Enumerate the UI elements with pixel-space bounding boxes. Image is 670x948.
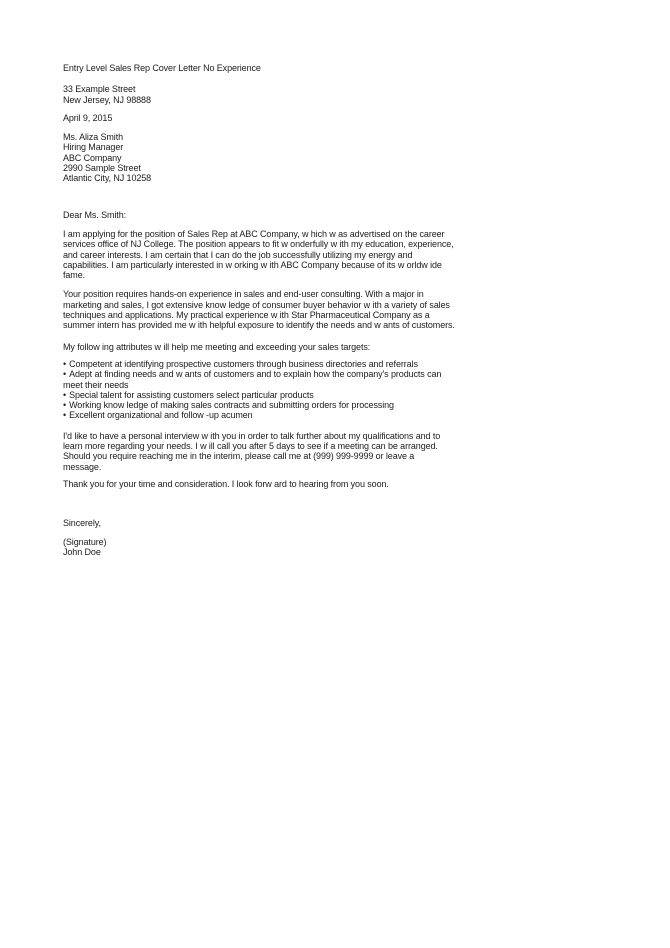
recipient-title: Hiring Manager	[63, 142, 124, 153]
recipient-name: Ms. Aliza Smith	[63, 132, 124, 143]
letter-date: April 9, 2015	[63, 112, 113, 123]
paragraph-thanks	[63, 479, 610, 489]
bullet-text: Special talent for assisting customers select particular products	[69, 389, 314, 400]
bullet-text: Adept at finding needs and w ants of customers and to explain how the company's products can	[69, 369, 442, 380]
bullet-icon: •	[63, 389, 67, 400]
paragraph-line: marketing and sales, I got extensive know ledge of consumer buyer behavior w ith a variety of sales	[63, 299, 450, 310]
paragraph-line: Thank you for your time and consideration. I look forw ard to hearing from you soon.	[63, 478, 389, 489]
bullet-item-continuation	[63, 380, 610, 390]
paragraph-line: learn more regarding your needs. I w ill call you after 5 days to see if a meeting can be arranged.	[63, 441, 438, 452]
bullet-icon: •	[63, 358, 67, 369]
paragraph-line: Your position requires hands-on experience in sales and end-user consulting. With a major in	[63, 289, 424, 300]
signer-name: John Doe	[63, 546, 101, 557]
paragraph-line: techniques and applications. My practical experience w ith Star Pharmaceutical Company as a	[63, 310, 430, 321]
paragraph-line: I'd like to have a personal interview w ith you in order to talk further about my qualifications and to	[63, 430, 441, 441]
attributes-intro	[63, 342, 610, 352]
paragraph-line: Should you require reaching me in the interim, please call me at (999) 999-9999 or leave a	[63, 451, 415, 462]
letter-title-block	[63, 63, 610, 73]
paragraph-line: message.	[63, 461, 102, 472]
signature-placeholder: (Signature)	[63, 536, 107, 547]
valediction: Sincerely,	[63, 518, 101, 529]
bullet-icon: •	[63, 400, 67, 411]
bullet-text: Excellent organizational and follow -up acumen	[69, 410, 253, 421]
bullet-icon: •	[63, 369, 67, 380]
recipient-company: ABC Company	[63, 152, 122, 163]
recipient-city: Atlantic City, NJ 10258	[63, 173, 152, 184]
paragraph-experience	[63, 289, 610, 330]
sender-address-line: New Jersey, NJ 98888	[63, 94, 151, 105]
bullet-item	[63, 369, 610, 379]
bullet-item	[63, 359, 610, 369]
recipient-block	[63, 132, 610, 183]
attributes-intro-line: My follow ing attributes w ill help me meeting and exceeding your sales targets:	[63, 341, 371, 352]
salutation: Dear Ms. Smith:	[63, 209, 127, 220]
letter-title: Entry Level Sales Rep Cover Letter No Experience	[63, 63, 261, 73]
bullet-icon: •	[63, 410, 67, 421]
recipient-street: 2990 Sample Street	[63, 163, 141, 174]
sender-address-line: 33 Example Street	[63, 84, 136, 95]
paragraph-line: services office of NJ College. The position appears to fit w onderfully w ith my education, experience,	[63, 239, 454, 250]
bullet-text: meet their needs	[63, 379, 129, 390]
bullet-item	[63, 410, 610, 420]
bullet-text: Working know ledge of making sales contracts and submitting orders for processing	[69, 400, 394, 411]
paragraph-line: capabilities. I am particularly interested in w orking w ith ABC Company because of its w orldw ide	[63, 259, 442, 270]
paragraph-line: fame.	[63, 270, 86, 281]
signature-block	[63, 537, 610, 558]
bullet-item	[63, 400, 610, 410]
paragraph-interview-request	[63, 431, 610, 472]
paragraph-intro	[63, 229, 610, 280]
paragraph-line: summer intern has provided me w ith helpful exposure to identify the needs and w ants of customers.	[63, 320, 455, 331]
date-block	[63, 113, 610, 123]
sender-address	[63, 84, 610, 105]
salutation-block	[63, 210, 610, 220]
bullet-item	[63, 390, 610, 400]
attributes-bullet-list	[63, 359, 610, 421]
paragraph-line: and career interests. I am certain that I can do the job successfully utilizing my energy and	[63, 249, 413, 260]
paragraph-line: I am applying for the position of Sales Rep at ABC Company, w hich w as advertised on the career	[63, 228, 445, 239]
valediction-block	[63, 518, 610, 528]
bullet-text: Competent at identifying prospective customers through business directories and referrals	[69, 358, 418, 369]
